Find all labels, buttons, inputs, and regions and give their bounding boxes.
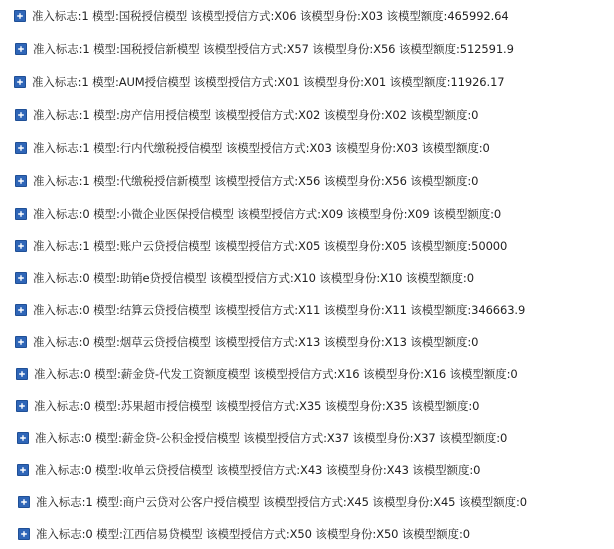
- expand-plus-icon[interactable]: [16, 400, 28, 412]
- expand-plus-icon[interactable]: [15, 208, 27, 220]
- expand-plus-icon[interactable]: [18, 496, 30, 508]
- expand-plus-icon[interactable]: [15, 175, 27, 187]
- expand-plus-icon[interactable]: [15, 43, 27, 55]
- expand-plus-icon[interactable]: [14, 10, 26, 22]
- tree-row[interactable]: [15, 40, 514, 58]
- expand-plus-icon[interactable]: [14, 76, 26, 88]
- tree-row[interactable]: [15, 172, 478, 190]
- tree-row[interactable]: [14, 73, 505, 91]
- row-label: 准入标志:0 模型:苏果超市授信模型 该模型授信方式:X35 该模型身份:X35 该模型额度:0: [34, 399, 480, 413]
- row-label: 准入标志:1 模型:国税授信模型 该模型授信方式:X06 该模型身份:X03 该模型额度:465992.64: [32, 9, 509, 23]
- expand-plus-icon[interactable]: [15, 336, 27, 348]
- row-label: 准入标志:0 模型:江西信易贷模型 该模型授信方式:X50 该模型身份:X50 该模型额度:0: [36, 527, 470, 541]
- expand-plus-icon[interactable]: [15, 109, 27, 121]
- tree-row[interactable]: [15, 333, 478, 351]
- expand-plus-icon[interactable]: [15, 142, 27, 154]
- row-label: 准入标志:1 模型:AUM授信模型 该模型授信方式:X01 该模型身份:X01 该模型额度:11926.17: [32, 75, 505, 89]
- expand-plus-icon[interactable]: [18, 528, 30, 540]
- row-label: 准入标志:1 模型:账户云贷授信模型 该模型授信方式:X05 该模型身份:X05 该模型额度:50000: [33, 239, 508, 253]
- row-label: 准入标志:1 模型:房产信用授信模型 该模型授信方式:X02 该模型身份:X02 该模型额度:0: [33, 108, 479, 122]
- tree-row[interactable]: [15, 301, 525, 319]
- row-label: 准入标志:1 模型:行内代缴税授信模型 该模型授信方式:X03 该模型身份:X03 该模型额度:0: [33, 141, 490, 155]
- row-label: 准入标志:0 模型:结算云贷授信模型 该模型授信方式:X11 该模型身份:X11 该模型额度:346663.9: [33, 303, 526, 317]
- tree-row[interactable]: [15, 106, 478, 124]
- row-label: 准入标志:1 模型:商户云贷对公客户授信模型 该模型授信方式:X45 该模型身份:X45 该模型额度:0: [36, 495, 527, 509]
- expand-plus-icon[interactable]: [17, 464, 29, 476]
- tree-row[interactable]: [17, 461, 480, 479]
- tree-row[interactable]: [15, 139, 490, 157]
- expand-plus-icon[interactable]: [16, 368, 28, 380]
- row-label: 准入标志:0 模型:薪金贷-公积金授信模型 该模型授信方式:X37 该模型身份:X37 该模型额度:0: [35, 431, 508, 445]
- row-label: 准入标志:0 模型:烟草云贷授信模型 该模型授信方式:X13 该模型身份:X13 该模型额度:0: [33, 335, 479, 349]
- row-label: 准入标志:0 模型:小微企业医保授信模型 该模型授信方式:X09 该模型身份:X09 该模型额度:0: [33, 207, 502, 221]
- tree-row[interactable]: [18, 493, 527, 511]
- row-label: 准入标志:0 模型:助销e贷授信模型 该模型授信方式:X10 该模型身份:X10 该模型额度:0: [33, 271, 474, 285]
- tree-row[interactable]: [15, 237, 507, 255]
- tree-row[interactable]: [15, 205, 501, 223]
- row-label: 准入标志:1 模型:国税授信新模型 该模型授信方式:X57 该模型身份:X56 该模型额度:512591.9: [33, 42, 514, 56]
- expand-plus-icon[interactable]: [17, 432, 29, 444]
- tree-row[interactable]: [15, 269, 474, 287]
- row-label: 准入标志:0 模型:收单云贷授信模型 该模型授信方式:X43 该模型身份:X43 该模型额度:0: [35, 463, 481, 477]
- tree-row[interactable]: [17, 429, 507, 447]
- tree-row[interactable]: [16, 365, 518, 383]
- row-label: 准入标志:0 模型:薪金贷-代发工资额度模型 该模型授信方式:X16 该模型身份:X16 该模型额度:0: [34, 367, 518, 381]
- row-label: 准入标志:1 模型:代缴税授信新模型 该模型授信方式:X56 该模型身份:X56 该模型额度:0: [33, 174, 479, 188]
- expand-plus-icon[interactable]: [15, 240, 27, 252]
- expand-plus-icon[interactable]: [15, 304, 27, 316]
- tree-row[interactable]: [16, 397, 479, 415]
- expand-plus-icon[interactable]: [15, 272, 27, 284]
- tree-row[interactable]: [18, 525, 470, 543]
- tree-row[interactable]: [14, 7, 509, 25]
